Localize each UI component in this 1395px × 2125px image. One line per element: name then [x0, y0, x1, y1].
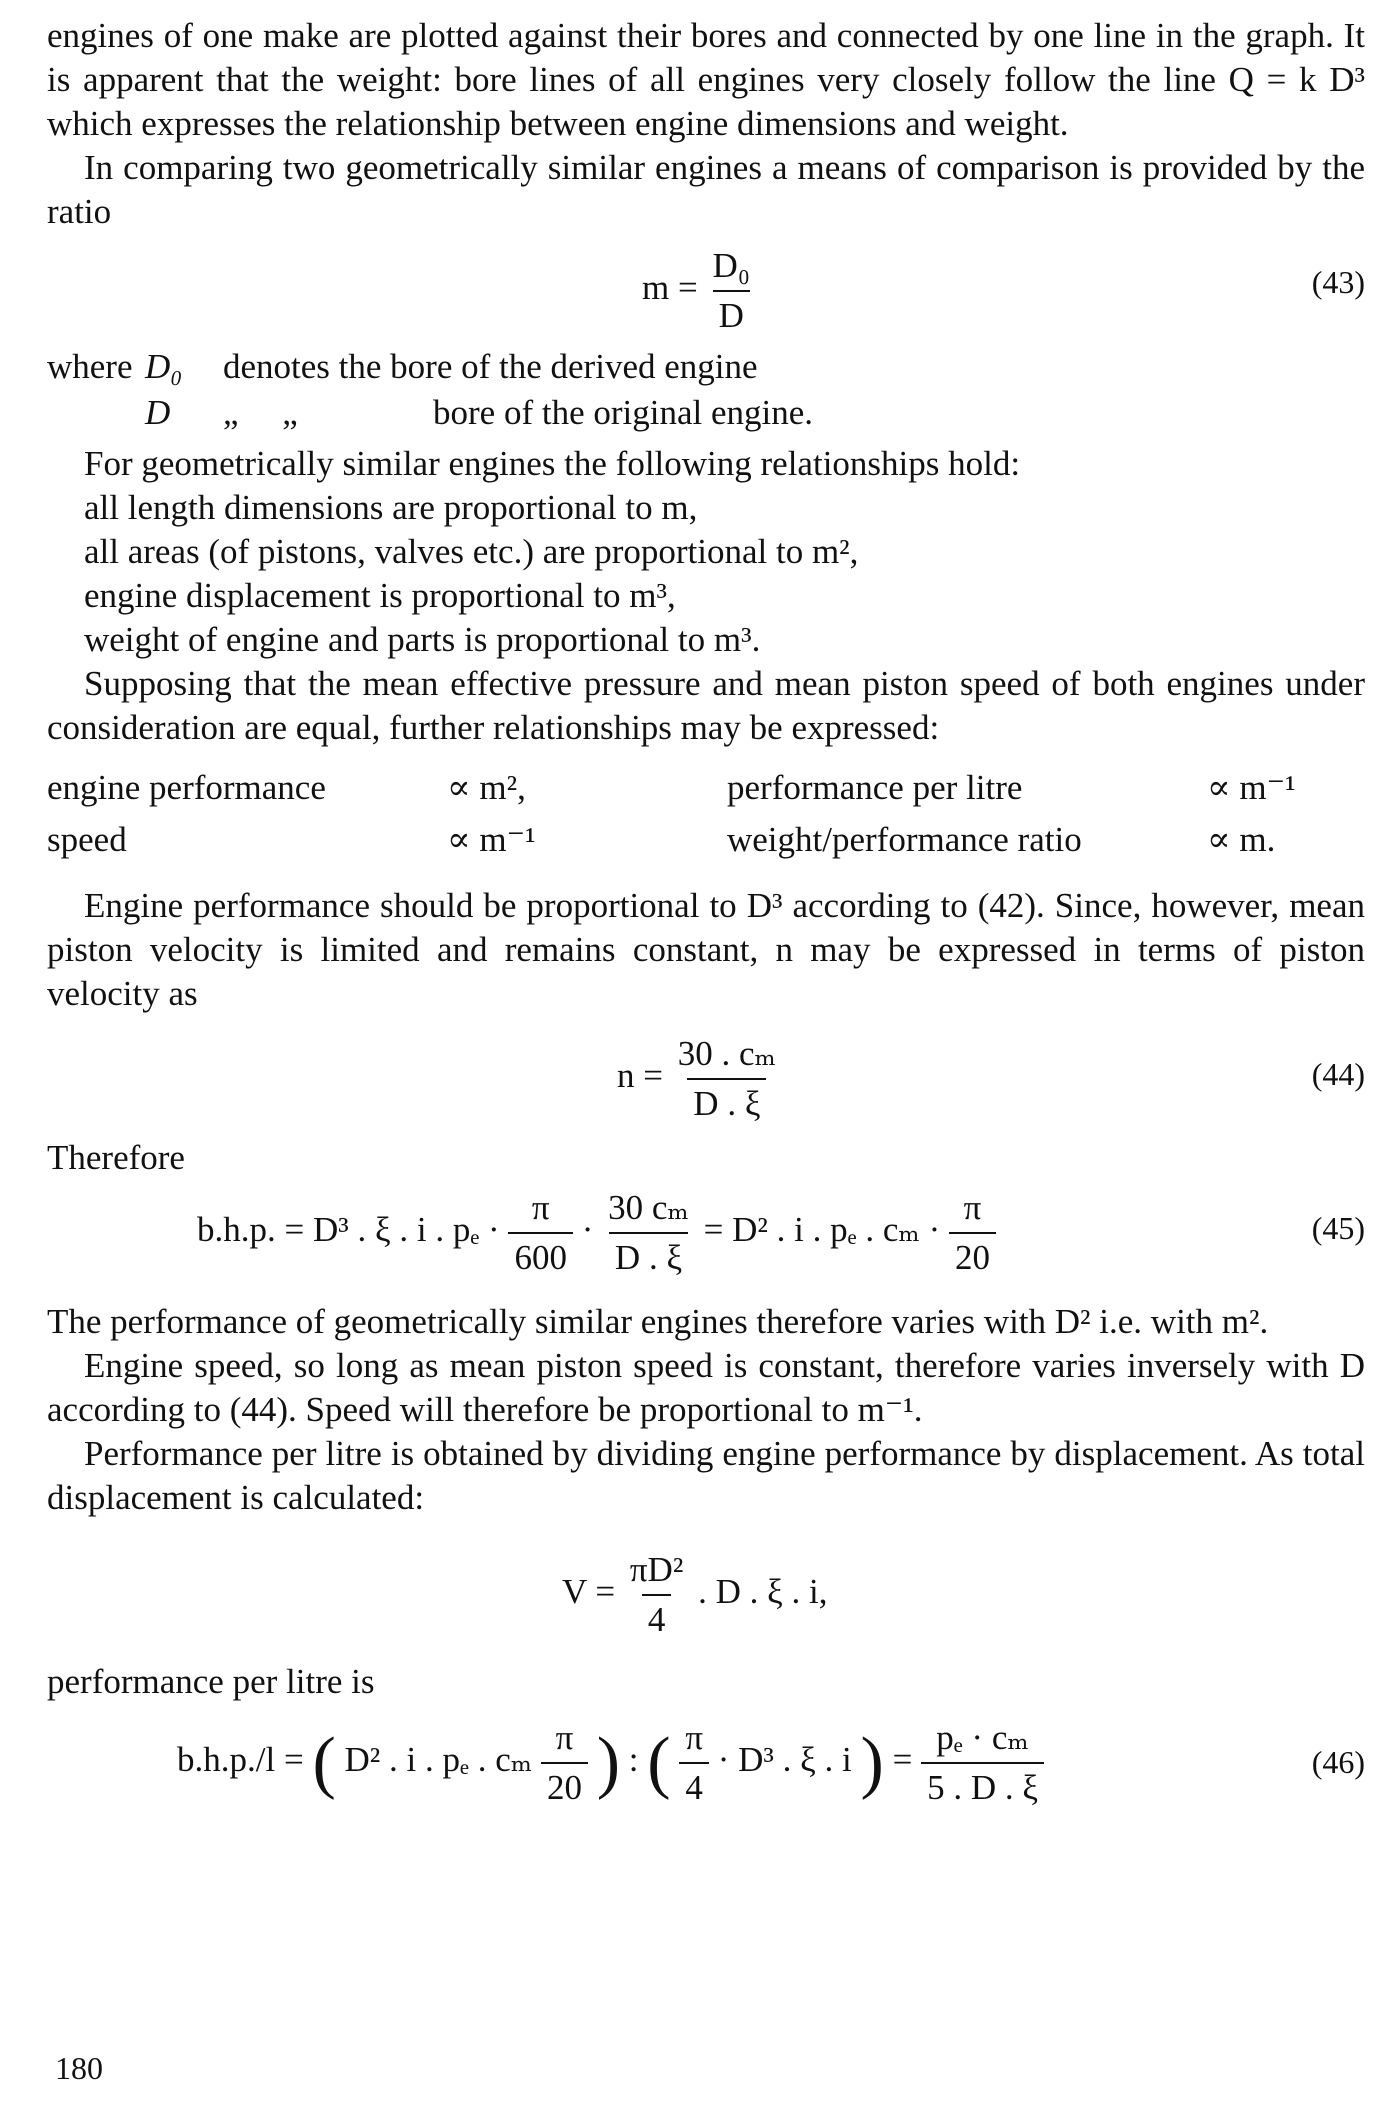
equation-44: n = $\frac{\text{30 . cₘ}}{D . \xi}$ (44) [617, 1034, 1365, 1123]
proportionality-list [47, 486, 1365, 662]
paragraph-5: Engine performance should be proportional to D³ according to (42). Since, however, mean piston velocity is limited and remains constant, n may be expressed in terms of piston velocity as [47, 886, 1365, 1013]
equation-number: (43) [1311, 264, 1365, 300]
list-item: weight of engine and parts is proportional to m³. [84, 620, 761, 659]
therefore-text: Therefore [47, 1138, 185, 1177]
paragraph-1: engines of one make are plotted against their bores and connected by one line in the graph. It is apparent that the weight: bore lines of all engines very closely follow the line Q = k D³ which expresses the relationship between engine dimensions and weight. [47, 16, 1365, 143]
paragraph-4: Supposing that the mean effective pressure and mean piston speed of both engines under consideration are equal, further relationships may be expressed: [47, 664, 1365, 747]
equation-number: (45) [1311, 1210, 1365, 1246]
page-number: 180 [55, 2050, 103, 2086]
equation-V: V = $\frac{\text{πD²}}{4}$ . D . ξ . i, [562, 1550, 828, 1639]
list-item: all length dimensions are proportional to m, [84, 488, 698, 527]
paragraph-9: performance per litre is [47, 1662, 375, 1701]
page-body [47, 14, 1365, 1834]
paragraph-7: Engine speed, so long as mean piston speed is constant, therefore varies inversely with D according to (44). Speed will therefore be proportional to m⁻¹. [47, 1346, 1365, 1429]
equation-45: b.h.p. = D³ . ξ . i . pₑ · $\frac{\pi}{600}$ · $\frac{\text{30 cₘ}}{D . \xi}$ = D² . i . pₑ . cₘ · $\frac{\pi}{20}$ (45) [197, 1188, 1365, 1277]
relationship-table: engine performance ∝ m², performance per litre ∝ m⁻¹ speed ∝ m⁻¹ weight/performance ratio ∝ m. [47, 768, 1296, 859]
list-item: engine displacement is proportional to m³, [84, 576, 676, 615]
equation-46: b.h.p./l = ( D² . i . pₑ . cₘ $\frac{\pi}{20}$ ) : ( $\frac{\pi}{4}$ · D³ . ξ . i ) = $\frac{\text{pₑ · cₘ}}{5 . D . \xi}$ (46) [177, 1718, 1365, 1807]
equation-number: (46) [1311, 1744, 1365, 1780]
paragraph-6: The performance of geometrically similar engines therefore varies with D² i.e. with m². [47, 1302, 1269, 1341]
where-definitions: where D₀ denotes the bore of the derived engine D „ „ bore of the original engine. [47, 347, 814, 432]
equation-43: m = $\frac{\text{D₀}}{D}$ (43) [642, 246, 1365, 335]
paragraph-2: In comparing two geometrically similar engines a means of comparison is provided by the ratio [47, 148, 1365, 231]
list-item: all areas (of pistons, valves etc.) are proportional to m², [84, 532, 859, 571]
paragraph-3: For geometrically similar engines the following relationships hold: [84, 444, 1021, 483]
paragraph-8: Performance per litre is obtained by dividing engine performance by displacement. As total displacement is calculated: [47, 1434, 1365, 1517]
equation-number: (44) [1311, 1056, 1365, 1092]
